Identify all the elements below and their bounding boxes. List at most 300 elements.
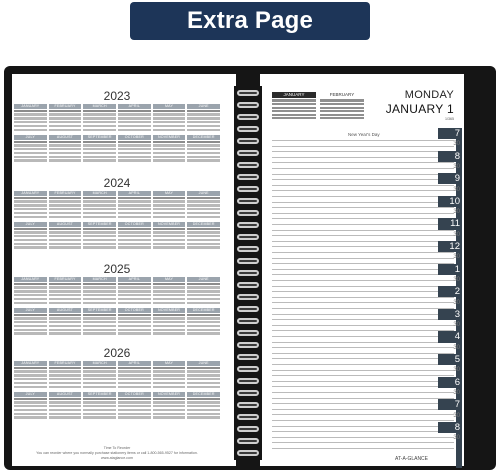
day-row: [49, 409, 82, 411]
day-row: [118, 144, 151, 146]
day-row: [83, 212, 116, 214]
day-row: [14, 200, 47, 202]
day-row: [14, 228, 47, 230]
note-line: [272, 347, 454, 348]
day-row: [118, 212, 151, 214]
spiral-ring: [237, 402, 259, 408]
extra-page-badge: [130, 2, 370, 40]
spiral-ring: [237, 90, 259, 96]
month-name: JULY: [14, 222, 47, 227]
spiral-ring: [237, 294, 259, 300]
day-row: [118, 367, 151, 369]
month-grid: [83, 308, 116, 335]
day-row: [49, 386, 82, 388]
note-line: [272, 409, 454, 410]
day-row: [49, 298, 82, 300]
day-row: [187, 144, 220, 146]
day-row: [153, 294, 186, 296]
day-row: [14, 113, 47, 115]
day-row: [49, 405, 82, 407]
day-row: [49, 212, 82, 214]
note-line: [272, 426, 454, 427]
day-row: [14, 125, 47, 127]
day-row: [153, 398, 186, 400]
day-row: [187, 197, 220, 199]
note-line: [272, 190, 454, 191]
day-row: [118, 110, 151, 112]
day-row: [118, 231, 151, 233]
day-row: [187, 329, 220, 331]
day-row: [83, 216, 116, 218]
day-row: [83, 243, 116, 245]
day-row: [118, 216, 151, 218]
month-grid: [153, 308, 186, 335]
day-row: [187, 212, 220, 214]
day-row: [14, 317, 47, 319]
day-row: [187, 200, 220, 202]
day-row: [83, 286, 116, 288]
spiral-ring: [237, 414, 259, 420]
note-line: [272, 437, 454, 438]
day-row: [14, 216, 47, 218]
month-grid: [187, 191, 220, 218]
hour-label: 7: [438, 128, 462, 139]
day-row: [49, 208, 82, 210]
note-line: [272, 308, 454, 309]
month-grid: [118, 191, 151, 218]
month-name: AUGUST: [49, 392, 82, 397]
mini-day-row: [272, 107, 316, 109]
day-row: [153, 239, 186, 241]
day-row: [153, 302, 186, 304]
note-line: [272, 392, 454, 393]
year-calendar: [14, 262, 220, 335]
day-row: [118, 246, 151, 248]
day-row: [118, 156, 151, 158]
day-row: [187, 398, 220, 400]
day-row: [49, 125, 82, 127]
note-line: [272, 258, 454, 259]
month-grid: [187, 277, 220, 304]
day-row: [14, 370, 47, 372]
note-line: [272, 213, 454, 214]
note-lines: [272, 140, 454, 452]
spiral-ring: [237, 306, 259, 312]
month-name: JUNE: [187, 104, 220, 109]
day-row: [118, 129, 151, 131]
day-row: [153, 144, 186, 146]
day-row: [153, 113, 186, 115]
day-row: [49, 239, 82, 241]
mini-day-row: [272, 99, 316, 101]
day-row: [153, 370, 186, 372]
day-row: [49, 228, 82, 230]
spiral-ring: [237, 426, 259, 432]
day-row: [153, 148, 186, 150]
day-row: [153, 367, 186, 369]
spiral-ring: [237, 438, 259, 444]
note-line: [272, 140, 454, 141]
day-row: [83, 378, 116, 380]
spiral-ring: [237, 354, 259, 360]
spiral-ring: [237, 186, 259, 192]
day-row: [49, 367, 82, 369]
day-row: [83, 314, 116, 316]
note-line: [272, 151, 454, 152]
month-grid: [14, 277, 47, 304]
note-line: [272, 448, 454, 449]
hour-label: 6: [438, 377, 462, 388]
note-line: [272, 202, 454, 203]
note-line: [272, 241, 454, 242]
mini-calendar-title: FEBRUARY: [329, 92, 355, 97]
day-row: [14, 332, 47, 334]
month-grid: [49, 104, 82, 131]
day-row: [187, 235, 220, 237]
month-row: [14, 392, 220, 419]
day-row: [187, 370, 220, 372]
day-row: [118, 370, 151, 372]
day-row: [153, 298, 186, 300]
day-row: [118, 321, 151, 323]
day-row: [118, 386, 151, 388]
year-calendar: [14, 89, 220, 162]
day-row: [187, 317, 220, 319]
note-line: [272, 403, 454, 404]
note-line: [272, 269, 454, 270]
day-row: [118, 243, 151, 245]
day-row: [153, 409, 186, 411]
mini-day-row: [272, 103, 316, 105]
half-hour-label: 30: [453, 367, 460, 374]
day-row: [83, 141, 116, 143]
day-row: [118, 235, 151, 237]
day-row: [187, 159, 220, 161]
hour-label: 1: [438, 264, 462, 275]
day-row: [187, 117, 220, 119]
month-grid: [153, 392, 186, 419]
day-row: [187, 367, 220, 369]
month-name: OCTOBER: [118, 135, 151, 140]
spiral-ring: [237, 330, 259, 336]
day-row: [14, 283, 47, 285]
day-row: [153, 329, 186, 331]
day-row: [14, 401, 47, 403]
month-name: OCTOBER: [118, 222, 151, 227]
note-line: [272, 353, 454, 354]
half-hour-label: 30: [453, 299, 460, 306]
note-line: [272, 218, 454, 219]
day-row: [83, 416, 116, 418]
month-grid: [83, 277, 116, 304]
month-name: JULY: [14, 135, 47, 140]
day-row: [14, 246, 47, 248]
day-row: [14, 212, 47, 214]
day-row: [49, 283, 82, 285]
day-row: [153, 386, 186, 388]
note-line: [272, 325, 454, 326]
reorder-title: Time To Reorder: [103, 446, 131, 450]
day-row: [153, 413, 186, 415]
note-line: [272, 230, 454, 231]
month-name: FEBRUARY: [49, 191, 82, 196]
reorder-url: www.ataglance.com: [101, 456, 133, 460]
month-grid: [153, 277, 186, 304]
day-row: [118, 325, 151, 327]
day-row: [49, 113, 82, 115]
day-row: [153, 314, 186, 316]
half-hour-label: 30: [453, 412, 460, 419]
hour-label: 9: [438, 173, 462, 184]
spiral-ring: [237, 126, 259, 132]
month-grid: [83, 222, 116, 249]
month-row: [14, 277, 220, 304]
day-row: [83, 121, 116, 123]
holiday-label: New Year's Day: [348, 132, 380, 137]
day-row: [14, 405, 47, 407]
day-row: [49, 321, 82, 323]
note-line: [272, 179, 454, 180]
day-row: [187, 325, 220, 327]
month-name: NOVEMBER: [153, 308, 186, 313]
month-name: JANUARY: [14, 104, 47, 109]
mini-day-row: [320, 110, 364, 112]
day-row: [153, 152, 186, 154]
month-grid: [118, 135, 151, 162]
spiral-ring: [237, 270, 259, 276]
day-row: [83, 148, 116, 150]
note-line: [272, 286, 454, 287]
spiral-ring: [237, 102, 259, 108]
spiral-ring: [237, 210, 259, 216]
day-row: [83, 117, 116, 119]
day-row: [49, 413, 82, 415]
day-row: [153, 332, 186, 334]
day-row: [14, 374, 47, 376]
month-grid: [14, 392, 47, 419]
note-line: [272, 297, 454, 298]
day-row: [14, 329, 47, 331]
half-hour-label: 30: [453, 254, 460, 261]
hour-label: 11: [438, 218, 462, 229]
day-row: [153, 405, 186, 407]
day-row: [83, 298, 116, 300]
day-row: [153, 117, 186, 119]
note-line: [272, 336, 454, 337]
day-row: [49, 129, 82, 131]
day-row: [118, 317, 151, 319]
day-row: [14, 148, 47, 150]
note-line: [272, 342, 454, 343]
note-line: [272, 302, 454, 303]
day-row: [49, 121, 82, 123]
month-name: JULY: [14, 392, 47, 397]
mini-calendar-title: JANUARY: [272, 92, 316, 98]
half-hour-label: 30: [453, 163, 460, 170]
month-row: [14, 104, 220, 131]
month-grid: [118, 308, 151, 335]
day-row: [14, 382, 47, 384]
note-line: [272, 146, 454, 147]
month-name: JULY: [14, 308, 47, 313]
day-row: [49, 370, 82, 372]
day-row: [118, 239, 151, 241]
month-name: JANUARY: [14, 277, 47, 282]
day-row: [83, 197, 116, 199]
mini-day-row: [272, 117, 316, 119]
month-name: AUGUST: [49, 135, 82, 140]
day-row: [49, 110, 82, 112]
day-row: [14, 378, 47, 380]
month-grid: [14, 104, 47, 131]
spiral-ring: [237, 174, 259, 180]
month-name: DECEMBER: [187, 392, 220, 397]
spiral-ring: [237, 138, 259, 144]
day-row: [118, 314, 151, 316]
day-row: [187, 314, 220, 316]
year-calendar: [14, 176, 220, 249]
day-row: [14, 416, 47, 418]
note-line: [272, 291, 454, 292]
day-row: [83, 200, 116, 202]
brand-label: AT-A-GLANCE: [395, 456, 428, 462]
day-row: [153, 197, 186, 199]
day-row: [49, 235, 82, 237]
day-row: [49, 231, 82, 233]
day-row: [49, 290, 82, 292]
day-row: [153, 228, 186, 230]
note-line: [272, 431, 454, 432]
spiral-ring: [237, 150, 259, 156]
hour-label: 8: [438, 151, 462, 162]
day-row: [118, 113, 151, 115]
month-grid: [118, 104, 151, 131]
day-row: [14, 413, 47, 415]
day-row: [83, 409, 116, 411]
day-row: [153, 208, 186, 210]
mini-day-row: [320, 114, 364, 116]
month-name: AUGUST: [49, 222, 82, 227]
month-grid: [49, 392, 82, 419]
month-grid: [118, 222, 151, 249]
day-row: [83, 302, 116, 304]
month-name: FEBRUARY: [49, 361, 82, 366]
note-line: [272, 414, 454, 415]
day-row: [118, 117, 151, 119]
hour-label: 3: [438, 309, 462, 320]
day-row: [49, 294, 82, 296]
half-hour-label: 30: [453, 141, 460, 148]
day-row: [118, 294, 151, 296]
note-line: [272, 263, 454, 264]
day-row: [187, 382, 220, 384]
day-row: [49, 314, 82, 316]
day-row: [14, 367, 47, 369]
month-grid: [49, 361, 82, 388]
day-row: [153, 290, 186, 292]
day-row: [118, 382, 151, 384]
spiral-ring: [237, 258, 259, 264]
day-row: [187, 231, 220, 233]
day-row: [49, 246, 82, 248]
note-line: [272, 196, 454, 197]
month-grid: [118, 277, 151, 304]
day-row: [118, 283, 151, 285]
day-row: [118, 141, 151, 143]
day-row: [14, 144, 47, 146]
day-row: [14, 156, 47, 158]
month-grid: [187, 308, 220, 335]
date-heading: JANUARY 1: [385, 102, 454, 116]
day-row: [118, 413, 151, 415]
day-row: [49, 144, 82, 146]
day-row: [118, 329, 151, 331]
note-line: [272, 185, 454, 186]
month-grid: [49, 277, 82, 304]
month-name: MARCH: [83, 191, 116, 196]
day-row: [83, 329, 116, 331]
day-row: [118, 332, 151, 334]
day-row: [118, 152, 151, 154]
month-grid: [118, 392, 151, 419]
day-row: [14, 294, 47, 296]
day-row: [153, 235, 186, 237]
day-row: [49, 152, 82, 154]
day-row: [187, 110, 220, 112]
day-row: [83, 290, 116, 292]
day-row: [187, 286, 220, 288]
day-row: [187, 148, 220, 150]
day-row: [153, 159, 186, 161]
badge-label: Extra Page: [186, 7, 314, 34]
spiral-ring: [237, 162, 259, 168]
month-grid: [49, 222, 82, 249]
day-row: [83, 113, 116, 115]
day-row: [49, 401, 82, 403]
mini-day-row: [320, 117, 364, 119]
month-name: SEPTEMBER: [83, 222, 116, 227]
month-name: MAY: [153, 191, 186, 196]
month-name: FEBRUARY: [49, 277, 82, 282]
month-grid: [49, 308, 82, 335]
day-row: [49, 159, 82, 161]
day-row: [14, 239, 47, 241]
month-grid: [153, 191, 186, 218]
day-row: [83, 386, 116, 388]
day-row: [153, 321, 186, 323]
mini-day-row: [320, 99, 364, 101]
spiral-ring: [237, 342, 259, 348]
month-grid: [83, 104, 116, 131]
day-row: [14, 208, 47, 210]
month-name: NOVEMBER: [153, 135, 186, 140]
month-name: MAY: [153, 104, 186, 109]
mini-day-row: [272, 114, 316, 116]
month-grid: [83, 392, 116, 419]
month-grid: [153, 104, 186, 131]
spiral-binding: [234, 86, 262, 460]
day-count: 1/365: [445, 117, 454, 121]
month-row: [14, 361, 220, 388]
day-row: [187, 409, 220, 411]
month-grid: [187, 222, 220, 249]
day-row: [153, 378, 186, 380]
month-grid: [14, 222, 47, 249]
day-row: [14, 302, 47, 304]
note-line: [272, 235, 454, 236]
day-row: [153, 382, 186, 384]
day-row: [153, 125, 186, 127]
